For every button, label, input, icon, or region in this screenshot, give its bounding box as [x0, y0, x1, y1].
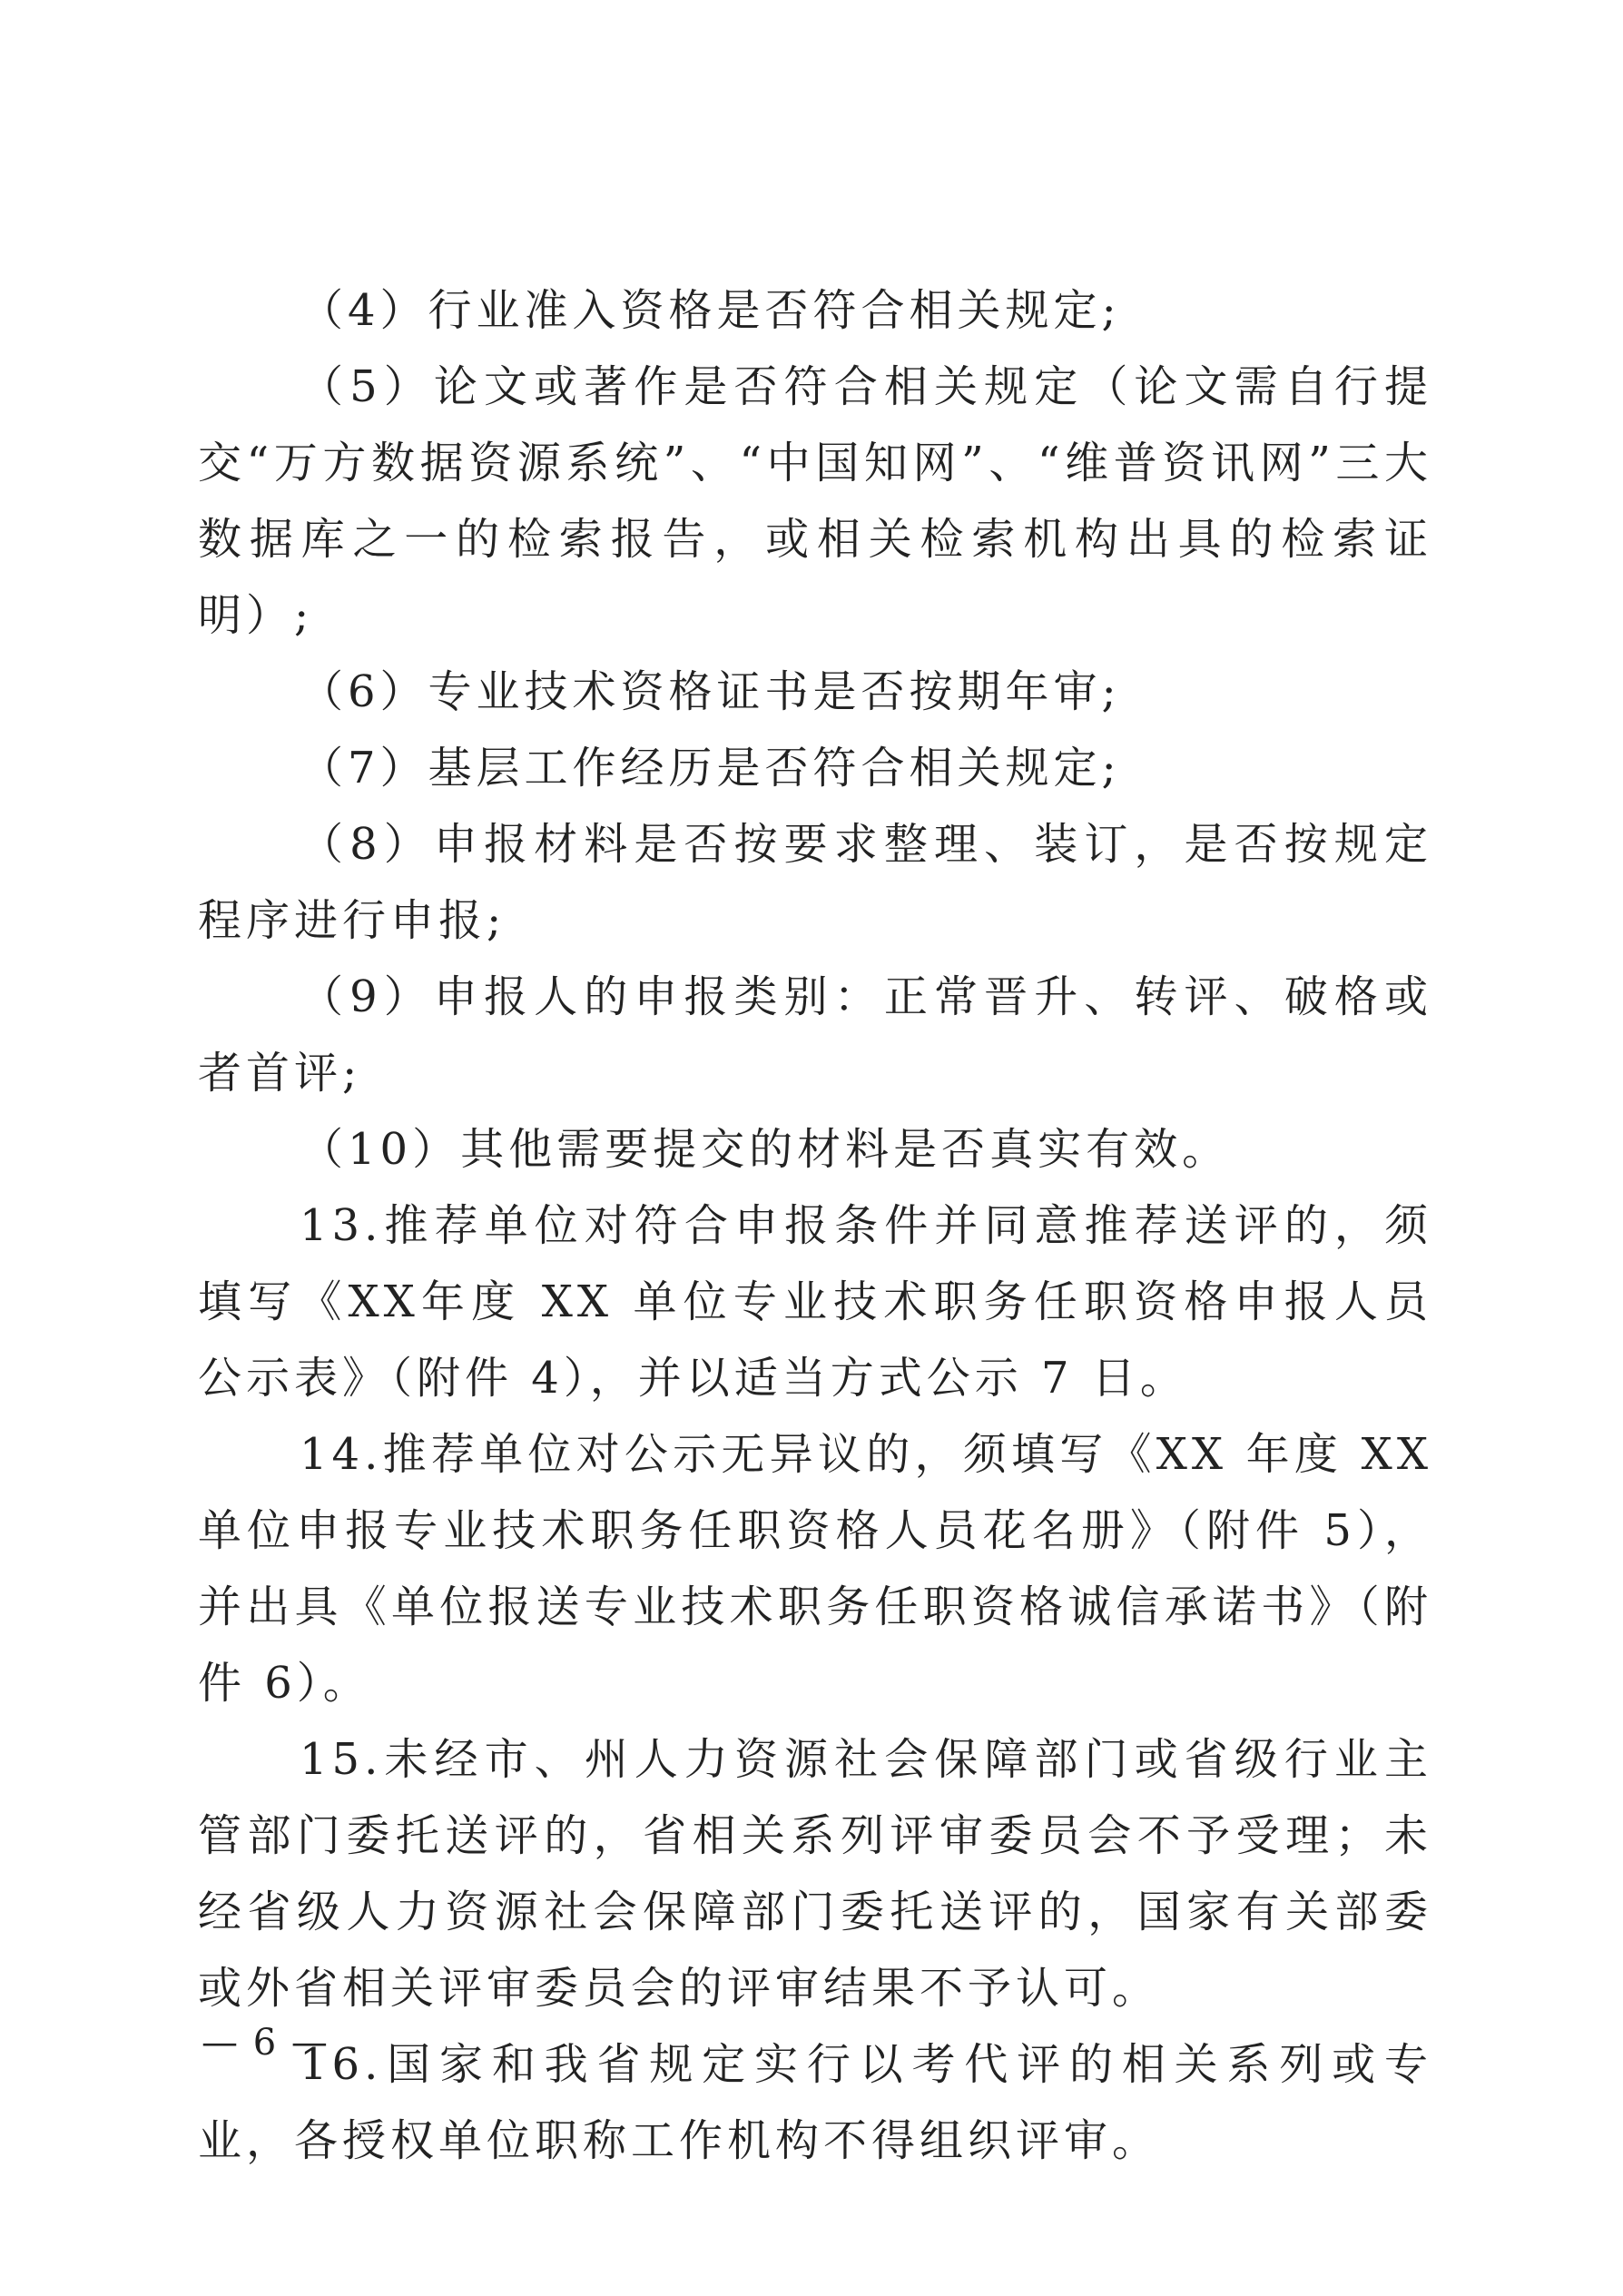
item-7-grassroots-experience: （7）基层工作经历是否符合相关规定;	[300, 743, 1121, 793]
clause-14: 14.推荐单位对公示无异议的，须填写《XX 年度 XX 单位申报专业技术职务任职资格人员花名册》（附件 5），并出具《单位报送专业技术职务任职资格诚信承诺书》（附件 6）。	[198, 1429, 1432, 1709]
item-5-papers: （5）论文或著作是否符合相关规定（论文需自行提交“万方数据资源系统”、“中国知网”、“维普资讯网”三大数据库之一的检索报告，或相关检索机构出具的检索证明）;	[198, 361, 1432, 641]
item-6-certificate-review: （6）专业技术资格证书是否按期年审;	[300, 666, 1121, 717]
clause-13: 13.推荐单位对符合申报条件并同意推荐送评的，须填写《XX年度 XX 单位专业技术职务任职资格申报人员公示表》（附件 4），并以适当方式公示 7 日。	[198, 1200, 1432, 1404]
item-4-industry-access: （4）行业准入资格是否符合相关规定;	[300, 285, 1121, 336]
body-text	[198, 272, 1432, 2179]
clause-16: 16.国家和我省规定实行以考代评的相关系列或专业，各授权单位职称工作机构不得组织评审。	[198, 2039, 1432, 2166]
item-10-other-materials: （10）其他需要提交的材料是否真实有效。	[300, 1124, 1231, 1175]
page-number: — 6 —	[202, 2022, 330, 2064]
clause-15: 15.未经市、州人力资源社会保障部门或省级行业主管部门委托送评的，省相关系列评审委员会不予受理；未经省级人力资源社会保障部门委托送评的，国家有关部委或外省相关评审委员会的评审结果不予认可。	[198, 1734, 1432, 2014]
item-8-materials: （8）申报材料是否按要求整理、装订，是否按规定程序进行申报;	[198, 819, 1432, 946]
item-9-category: （9）申报人的申报类别：正常晋升、转评、破格或者首评;	[198, 971, 1432, 1099]
